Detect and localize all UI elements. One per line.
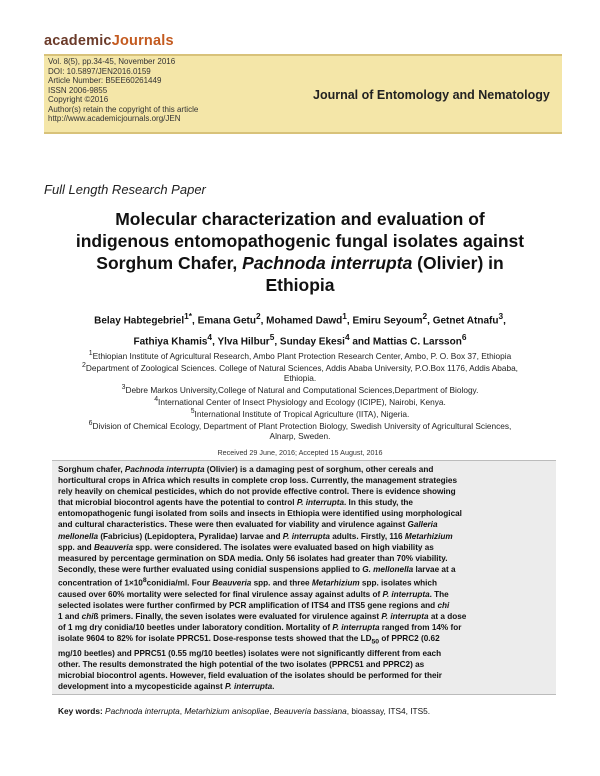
title-text: Sorghum Chafer,	[96, 253, 243, 273]
author-name: Sunday Ekesi	[279, 336, 345, 348]
author-name: Mattias C. Larsson	[372, 336, 462, 348]
meta-issn: ISSN 2006-9855	[48, 85, 108, 95]
abstract-line: caused over 60% mortality were selected for final virulence assay against adults of P. interrupta. The	[58, 589, 449, 599]
keyword-rest: , bioassay, ITS4, ITS5.	[346, 706, 431, 716]
abstract-line: other. The results demonstrated the high potential of the two isolates (PPRC51 and PPRC2) as	[58, 659, 425, 669]
author-name: Mohamed Dawd	[266, 315, 343, 327]
affiliation-number: 3	[121, 384, 126, 392]
affiliation-number: 2	[82, 361, 86, 369]
abstract-line: development into a mycopesticide against P. interrupta.	[58, 682, 275, 692]
publisher-logo	[44, 33, 174, 49]
affiliation-item	[40, 361, 560, 373]
abstract-line: mg/10 beetles) and PPRC51 (0.55 mg/10 beetles) isolates were not significantly different from each	[58, 648, 442, 658]
author-line: Belay Habtegebriel$^{1*}$, Emana Getu$^2$, Mohamed Dawd$^1$, Emiru Seyoum$^2$, Getnet Atnafu$^3$,	[94, 311, 506, 327]
author-name: Emiru Seyoum	[352, 315, 423, 327]
author-affil-sup: 2	[422, 311, 428, 321]
affiliation-item	[40, 349, 560, 361]
abstract	[58, 464, 550, 692]
abstract-line: concentration of $1\times 10^8conidia/ml$. Four Beauveria spp. and three Metarhizium spp. isolates which	[58, 576, 437, 588]
affiliation-number: 6	[88, 420, 93, 428]
abstract-line: measured by percentage germination on SDA media. Only 56 isolates had greater than 70% viability.	[58, 553, 448, 563]
publisher-logo-part2: Journals	[111, 33, 174, 49]
author-name: Belay Habtegebriel	[94, 315, 185, 327]
author-affil-sup: 5	[269, 332, 275, 343]
title-line	[40, 252, 560, 274]
abstract-line: isolate 9604 to 82% for isolate PPRC51. Dose-response tests showed that the $LD_{50}$ of PPRC2 (0.62	[58, 634, 440, 646]
abstract-line: horticultural crops in Africa which results in complete crop loss. Currently, the management strategies	[58, 476, 458, 486]
keywords: Key words: Pachnoda interrupta, Metarhizium anisopliae, Beauveria bassiana, bioassay, ITS4, ITS5.	[58, 706, 431, 716]
affiliation-number: 1	[88, 350, 93, 357]
abstract-line: selected isolates were further confirmed by PCR amplification of ITS4 and ITS5 gene regions and chi	[58, 600, 450, 610]
abstract-line: of 1 mg dry conidia/10 beetles under laboratory condition. Mortality of P. interrupta ranged from 14% for	[58, 623, 462, 633]
affiliation-item	[40, 395, 560, 407]
author-list	[40, 308, 560, 351]
affiliation-list	[40, 349, 560, 441]
author-name: Emana Getu	[197, 315, 256, 327]
title-species: Pachnoda interrupta	[242, 253, 413, 273]
author-affil-sup: 3	[498, 311, 504, 321]
meta-article-number: Article Number: B5EE60261449	[48, 76, 162, 85]
author-affil-sup: 2	[255, 311, 261, 321]
abstract-line: rely heavily on chemical pesticides, which do not provide effective control. There is evidence showing	[58, 487, 456, 497]
affiliation-number: 4	[154, 396, 159, 404]
author-line: Fathiya Khamis$^4$, Ylva Hilbur$^5$, Sunday Ekesi$^4$ and Mattias C. Larsson$^6$	[133, 332, 467, 348]
author-affil-sup: 4	[207, 332, 213, 343]
affiliation-text: Department of Zoological Sciences. College of Natural Sciences, Addis Ababa University, P.O.Box 1176, Addis Ababa,	[85, 362, 518, 373]
author-affil-sup: 4	[344, 332, 350, 343]
affiliation-item	[40, 407, 560, 419]
meta-url[interactable]: http://www.academicjournals.org/JEN	[48, 114, 181, 123]
received-accepted-dates: Received 29 June, 2016; Accepted 15 August, 2016	[217, 448, 383, 457]
title-text: (Olivier) in	[412, 253, 504, 273]
author-affil-sup: 6	[461, 332, 467, 343]
author-affil-sup: 1	[342, 311, 347, 321]
author-and: and	[349, 336, 373, 348]
meta-doi: DOI: 10.5897/JEN2016.0159	[48, 66, 151, 76]
meta-copyright: Copyright ©2016	[48, 95, 109, 104]
title-line: Molecular characterization and evaluation of	[115, 209, 485, 229]
affiliation-text: International Institute of Tropical Agriculture (IITA), Nigeria.	[194, 408, 410, 419]
meta-volume: Vol. 8(5), pp.34-45, November 2016	[48, 57, 176, 66]
abstract-line: that microbial biocontrol agents have the potential to control P. interrupta. In this study, the	[58, 498, 413, 508]
abstract-line: Secondly, these were further evaluated using conidial suspensions applied to G. mellonella larvae at a	[58, 564, 456, 574]
affiliation-number: 5	[190, 408, 195, 416]
abstract-line: microbial biocontrol agents. However, field evaluation of the isolates should be performed for their	[58, 671, 442, 681]
title-line: Ethiopia	[265, 275, 335, 295]
journal-name: Journal of Entomology and Nematology	[313, 88, 550, 102]
affiliation-item: Alnarp, Sweden.	[269, 431, 331, 442]
affiliation-item: Ethiopia.	[283, 372, 317, 383]
author-name: Fathiya Khamis	[133, 336, 208, 348]
affiliation-text: Debre Markos University,College of Natural and Computational Sciences,Department of Biology.	[125, 384, 479, 395]
affiliation-item	[40, 383, 560, 395]
keyword: Beauveria bassiana	[273, 706, 347, 716]
meta-rights: Author(s) retain the copyright of this article	[48, 104, 199, 114]
abstract-line: mellonella (Fabricius) (Lepidoptera, Pyralidae) larvae and P. interrupta adults. Firstly, 116 Metarhizium	[58, 531, 453, 541]
affiliation-text: International Center of Insect Physiology and Ecology (ICIPE), Nairobi, Kenya.	[158, 396, 446, 407]
keyword: Pachnoda interrupta	[102, 706, 180, 716]
abstract-line: 1 and chiß primers. Finally, the seven isolates were evaluated for virulence against P. interrupta at a dose	[58, 611, 467, 621]
author-name: Getnet Atnafu	[432, 315, 499, 327]
author-name: Ylva Hilbur	[217, 336, 270, 348]
affiliation-text: Ethiopian Institute of Agricultural Research, Ambo Plant Protection Research Center, Ambo, P. O. Box 37, Ethiopia	[92, 350, 512, 361]
abstract-line: spp. and Beauveria spp. were considered. The isolates were evaluated based on high viability as	[58, 542, 434, 552]
author-affil-sup: 1*	[184, 311, 193, 321]
affiliation-text: Division of Chemical Ecology, Department of Plant Protection Biology, Swedish University of Agricultural Sciences,	[92, 420, 512, 431]
article-meta	[48, 57, 198, 124]
publisher-logo-part1: academic	[44, 33, 112, 49]
paper-type: Full Length Research Paper	[44, 182, 206, 197]
keyword: Metarhizium anisopliae	[184, 706, 270, 716]
keywords-label: Key words:	[58, 706, 103, 716]
abstract-line: and cultural characteristics. These were then evaluated for viability and virulence against Galleria	[58, 520, 438, 530]
affiliation-item	[40, 419, 560, 431]
abstract-line: Sorghum chafer, Pachnoda interrupta (Olivier) is a damaging pest of sorghum, other cereals and	[58, 465, 434, 474]
paper-title	[40, 208, 560, 296]
title-line: indigenous entomopathogenic fungal isolates against	[75, 231, 525, 251]
abstract-line: entomopathogenic fungi isolated from soils and insects in Ethiopia were identified using morphological	[58, 509, 462, 519]
